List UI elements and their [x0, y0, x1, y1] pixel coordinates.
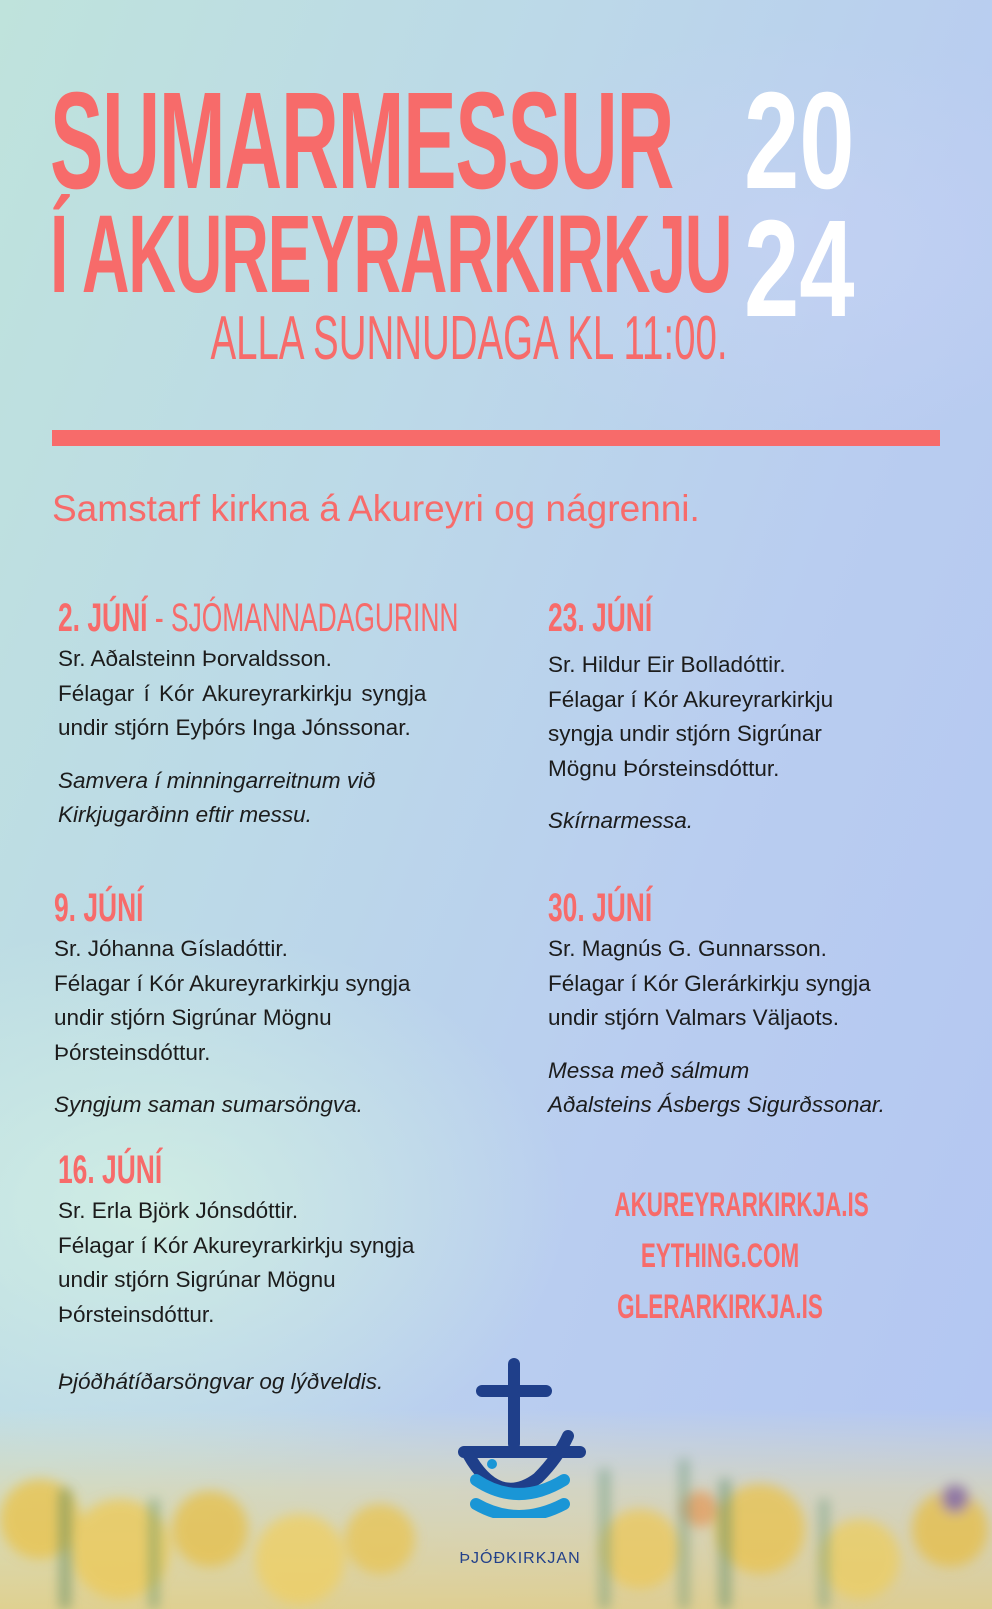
year-top: 20 [744, 64, 855, 218]
service-details: Sr. Magnús G. Gunnarsson. Félagar í Kór Glerárkirkju syngja undir stjórn Valmars Väljaots. [548, 936, 871, 1030]
service-entry [548, 886, 988, 1123]
anchor-cross-boat-icon [458, 1358, 592, 1518]
service-entry [548, 596, 968, 839]
service-note: Samvera í minningarreitnum við Kirkjugarðinn eftir messu. [58, 767, 376, 827]
service-note: Skírnarmessa. [548, 808, 694, 833]
poster-title-church: Í AKUREYRARKIRKJU [50, 193, 732, 316]
service-note: Þjóðhátíðarsöngvar og lýðveldis. [58, 1369, 384, 1394]
link-akureyrarkirkja[interactable]: AKUREYRARKIRKJA.IS [614, 1186, 869, 1224]
service-entry [58, 1148, 518, 1400]
divider-bar [52, 430, 940, 446]
link-glerarkirkja[interactable]: GLERARKIRKJA.IS [617, 1288, 823, 1326]
service-date: 9. JÚNÍ [54, 886, 144, 930]
link-eything[interactable]: EYTHING.COM [640, 1237, 800, 1275]
service-date: 30. JÚNÍ [548, 886, 653, 930]
service-details: Sr. Erla Björk Jónsdóttir. Félagar í Kór Akureyrarkirkju syngja undir stjórn Sigrúnar Mögnu Þórsteinsdóttur. [58, 1198, 415, 1327]
service-details: Sr. Jóhanna Gísladóttir. Félagar í Kór Akureyrarkirkju syngja undir stjórn Sigrúnar Mögnu Þórsteinsdóttur. [54, 936, 411, 1065]
service-details: Sr. Aðalsteinn Þorvaldsson. Félagar í Kór Akureyrarkirkju syngja undir stjórn Eyþórs Inga Jónssonar. [58, 646, 427, 740]
service-entry [54, 886, 514, 1123]
service-details: Sr. Hildur Eir Bolladóttir. Félagar í Kór Akureyrarkirkju syngja undir stjórn Sigrúnar Mögnu Þórsteinsdóttur. [548, 652, 834, 781]
service-date: 2. JÚNÍ - SJÓMANNADAGURINN [58, 596, 459, 640]
service-occasion: - SJÓMANNADAGURINN [147, 596, 459, 640]
service-date: 16. JÚNÍ [58, 1148, 163, 1192]
poster-title: SUMARMESSUR [50, 64, 674, 218]
church-label: ÞJÓÐKIRKJAN [459, 1550, 581, 1567]
year-bottom: 24 [744, 192, 855, 346]
service-entry [58, 596, 518, 833]
service-note: Syngjum saman sumarsöngva. [54, 1092, 363, 1117]
tagline: Samstarf kirkna á Akureyri og nágrenni. [52, 488, 700, 529]
service-note: Messa með sálmum Aðalsteins Ásbergs Sigurðssonar. [548, 1057, 885, 1117]
schedule-subtitle: ALLA SUNNUDAGA KL 11:00. [210, 304, 728, 373]
service-date: 23. JÚNÍ [548, 596, 653, 640]
website-links [560, 1180, 880, 1333]
